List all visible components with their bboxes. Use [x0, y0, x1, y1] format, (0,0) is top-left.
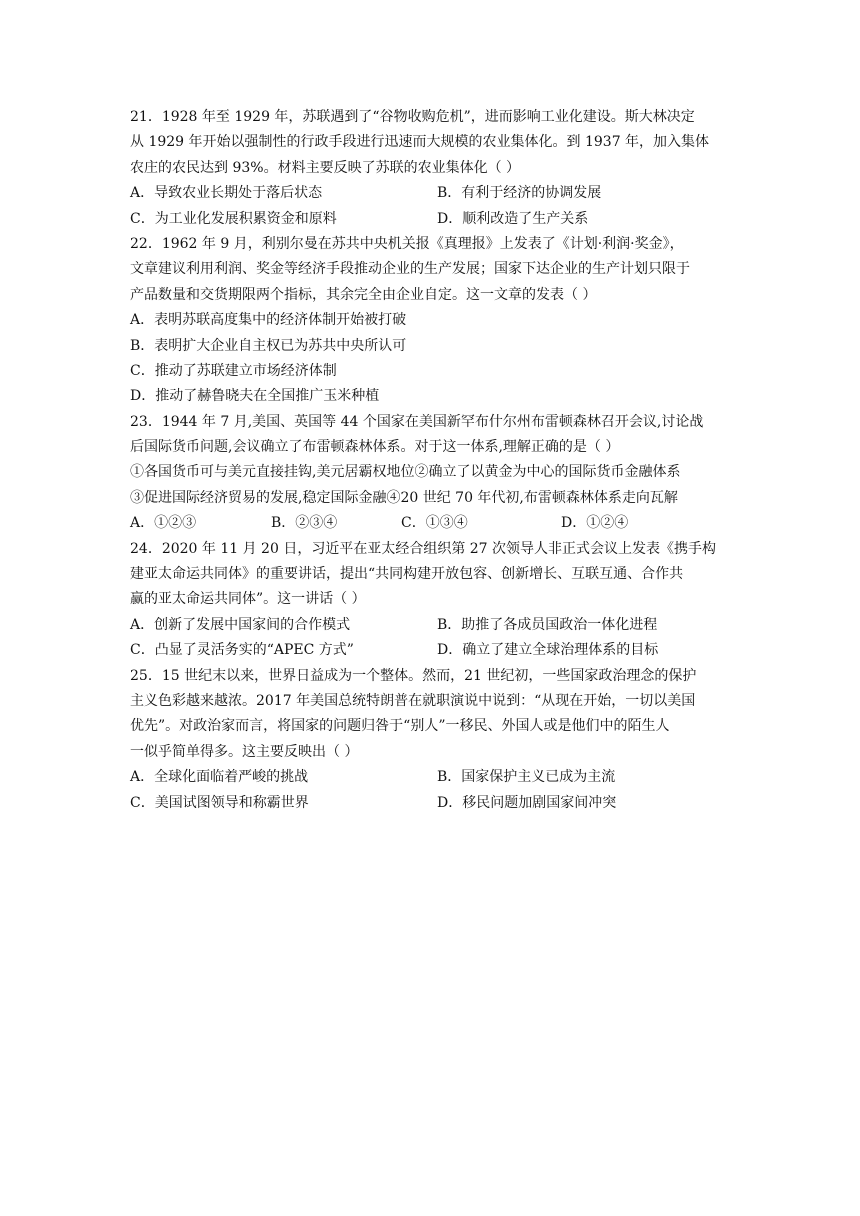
question-stem-line: 建亚太命运共同体》的重要讲话，提出“共同构建开放包容、创新增长、互联互通、合作共 [130, 566, 684, 583]
question-stem-line: 24．2020 年 11 月 20 日，习近平在亚太经合组织第 27 次领导人非正式会议上发表《携手构 [130, 540, 717, 557]
option-c: C．①③④ [401, 515, 468, 532]
question-stem-line: 赢的亚太命运共同体”。这一讲话（ ） [130, 591, 366, 608]
option-c: C．美国试图领导和称霸世界 [130, 794, 309, 811]
question-stem-line: 21．1928 年至 1929 年，苏联遇到了“谷物收购危机”，进而影响工业化建设。斯大林决定 [130, 109, 695, 125]
question-stem-line: 优先”。对政治家而言，将国家的问题归咎于“别人”一移民、外国人或是他们中的陌生人 [130, 718, 670, 735]
question-23 [130, 410, 730, 537]
option-b: B．表明扩大企业自主权已为苏共中央所认可 [130, 337, 407, 354]
option-a: A．导致农业长期处于落后状态 [130, 185, 323, 202]
question-list [130, 105, 730, 816]
option-b: B．②③④ [271, 515, 338, 532]
question-stem-line: 后国际货币问题,会议确立了布雷顿森林体系。对于这一体系,理解正确的是（ ） [130, 439, 620, 456]
question-stem-line: 25．15 世纪末以来，世界日益成为一个整体。然而，21 世纪初，一些国家政治理念的保护 [130, 667, 697, 684]
options-row [130, 765, 730, 790]
option-c: C．为工业化发展积累资金和原料 [130, 210, 337, 227]
option-a: A．表明苏联高度集中的经济体制开始被打破 [130, 312, 407, 329]
option-a: A．全球化面临着严峻的挑战 [130, 769, 309, 786]
option-b: B．国家保护主义已成为主流 [437, 769, 616, 786]
options-row [130, 791, 730, 816]
options-row [130, 613, 730, 638]
option-d: D．顺利改造了生产关系 [437, 210, 589, 227]
option-a: A．①②③ [130, 515, 197, 532]
question-stem-line: 从 1929 年开始以强制性的行政手段进行迅速而大规模的农业集体化。到 1937 年，加入集体 [130, 134, 710, 151]
question-24 [130, 537, 730, 664]
question-statement-line: ③促进国际经济贸易的发展,稳定国际金融④20 世纪 70 年代初,布雷顿森林体系走向瓦解 [130, 489, 678, 506]
question-22 [130, 232, 730, 410]
option-b: B．助推了各成员国政治一体化进程 [437, 616, 658, 633]
question-stem-line: 文章建议利用利润、奖金等经济手段推动企业的生产发展；国家下达企业的生产计划只限于 [130, 261, 690, 278]
question-21 [130, 105, 730, 232]
question-stem-line: 22．1962 年 9 月，利别尔曼在苏共中央机关报《真理报》上发表了《计划·利润·奖金》， [130, 235, 684, 252]
option-c: C．凸显了灵活务实的“APEC 方式” [130, 642, 354, 659]
question-stem-line: 一似乎简单得多。这主要反映出（ ） [130, 743, 359, 760]
question-stem-line: 产品数量和交货期限两个指标，其余完全由企业自定。这一文章的发表（ ） [130, 286, 597, 303]
question-25 [130, 664, 730, 816]
options-row [130, 181, 730, 206]
question-stem-line: 23．1944 年 7 月,美国、英国等 44 个国家在美国新罕布什尔州布雷顿森林召开会议,讨论战 [130, 413, 704, 430]
option-c: C．推动了苏联建立市场经济体制 [130, 362, 337, 379]
question-stem-line: 主义色彩越来越浓。2017 年美国总统特朗普在就职演说中说到：“从现在开始，一切以美国 [130, 692, 696, 709]
option-d: D．推动了赫鲁晓夫在全国推广玉米种植 [130, 388, 380, 405]
option-d: D．移民问题加剧国家间冲突 [437, 794, 617, 811]
options-row [130, 511, 730, 536]
options-row [130, 638, 730, 663]
option-d: D．①②④ [561, 515, 629, 532]
option-a: A．创新了发展中国家间的合作模式 [130, 616, 351, 633]
question-stem-line: 农庄的农民达到 93%。材料主要反映了苏联的农业集体化（ ） [130, 159, 521, 176]
options-row [130, 207, 730, 232]
option-d: D．确立了建立全球治理体系的目标 [437, 642, 659, 659]
question-statement-line: ①各国货币可与美元直接挂钩,美元居霸权地位②确立了以黄金为中心的国际货币金融体系 [130, 464, 681, 481]
option-b: B．有利于经济的协调发展 [437, 185, 602, 202]
